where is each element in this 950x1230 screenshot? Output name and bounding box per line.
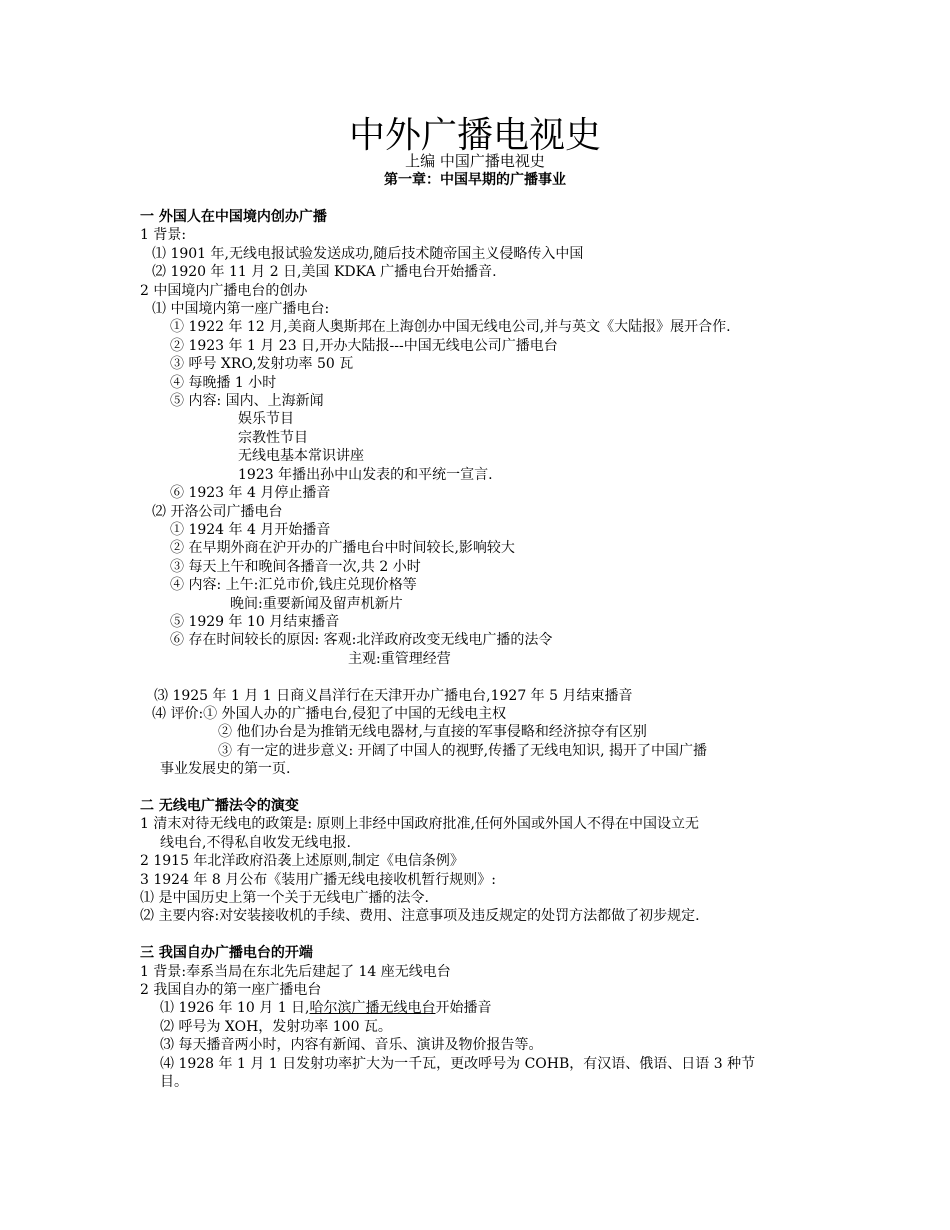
text-line: ⑤ 内容: 国内、上海新闻 <box>170 393 324 410</box>
text-line: ② 他们办台是为推销无线电器材,与直接的军事侵略和经济掠夺有区别 <box>218 724 647 741</box>
text-line: ⑵ 1920 年 11 月 2 日,美国 KDKA 广播电台开始播音. <box>152 264 497 281</box>
blank-line <box>140 668 820 686</box>
text-line: ③ 每天上午和晚间各播音一次,共 2 小时 <box>170 558 421 575</box>
text-line: 主观:重管理经营 <box>348 650 451 667</box>
document-subtitle: 上编 中国广播电视史 <box>405 152 545 170</box>
text-line: ① 1924 年 4 月开始播音 <box>170 521 331 538</box>
text-line: ⑴ 是中国历史上第一个关于无线电广播的法令. <box>140 890 429 906</box>
text-line: ⑥ 存在时间较长的原因: 客观:北洋政府改变无线电广播的法令 <box>170 632 553 649</box>
text-line: ⑵ 呼号为 XOH，发射功率 100 瓦。 <box>160 1018 392 1035</box>
text-line: 宗教性节目 <box>238 429 308 446</box>
blank-line <box>140 779 820 797</box>
text-line: ⑵ 主要内容:对安装接收机的手续、费用、注意事项及违反规定的处罚方法都做了初步规定. <box>140 908 700 925</box>
text-segment: ⑴ 1926 年 10 月 1 日, <box>160 1000 310 1017</box>
text-line: ⑴ 中国境内第一座广播电台: <box>152 301 330 318</box>
text-line: 1 背景:奉系当局在东北先后建起了 14 座无线电台 <box>140 963 451 980</box>
text-line: ⑶ 每天播音两小时，内容有新闻、音乐、演讲及物价报告等。 <box>160 1037 543 1054</box>
text-line: ⑤ 1929 年 10 月结束播音 <box>170 613 340 630</box>
document-title: 中外广播电视史 <box>348 115 601 156</box>
section-heading-1: 一 外国人在中国境内创办广播 <box>140 209 327 225</box>
section-heading-2: 二 无线电广播法令的演变 <box>140 797 299 814</box>
text-line: 1 背景: <box>140 227 187 244</box>
text-line: 晚间:重要新闻及留声机新片 <box>230 595 403 612</box>
station-name-link[interactable]: 哈尔滨广播无线电台 <box>309 1000 436 1017</box>
text-line: ⑴ 1901 年,无线电报试验发送成功,随后技术随帝国主义侵略传入中国 <box>152 245 584 262</box>
text-line: 1 清末对待无线电的政策是: 原则上非经中国政府批准,任何外国或外国人不得在中国设立无 <box>140 816 699 833</box>
text-line: ③ 有一定的进步意义: 开阔了中国人的视野,传播了无线电知识, 揭开了中国广播 <box>218 742 707 759</box>
text-line: ⑶ 1925 年 1 月 1 日商义昌洋行在天津开办广播电台,1927 年 5 月结束播音 <box>154 687 633 704</box>
text-line: 2 1915 年北洋政府沿袭上述原则,制定《电信条例》 <box>140 853 464 870</box>
blank-line <box>140 926 820 944</box>
text-line: 3 1924 年 8 月公布《装用广播无线电接收机暂行规则》: <box>140 871 496 888</box>
section-heading-3: 三 我国自办广播电台的开端 <box>140 945 313 962</box>
text-line: ③ 呼号 XRO,发射功率 50 瓦 <box>170 356 354 373</box>
text-line: ① 1922 年 12 月,美商人奥斯邦在上海创办中国无线电公司,并与英文《大陆报》展开合作. <box>170 319 731 336</box>
text-line: 2 中国境内广播电台的创办 <box>140 282 308 299</box>
text-line: ⑵ 开洛公司广播电台 <box>152 503 283 520</box>
text-line: 无线电基本常识讲座 <box>238 448 364 465</box>
text-line: ④ 每晚播 1 小时 <box>170 374 277 391</box>
text-line: ⑷ 评价:① 外国人办的广播电台,侵犯了中国的无线电主权 <box>152 705 507 722</box>
chapter-heading: 第一章：中国早期的广播事业 <box>384 172 566 188</box>
text-line: ⑷ 1928 年 1 月 1 日发射功率扩大为一千瓦，更改呼号为 COHB，有汉语、俄语、日语 3 种节 <box>160 1055 756 1072</box>
text-line: 2 我国自办的第一座广播电台 <box>140 982 322 999</box>
document-body <box>140 208 820 1091</box>
text-line: ⑥ 1923 年 4 月停止播音 <box>170 485 331 502</box>
text-line: 娱乐节目 <box>238 411 294 428</box>
text-line: ④ 内容: 上午:汇兑市价,钱庄兑现价格等 <box>170 577 417 594</box>
text-segment: 开始播音 <box>435 1000 492 1017</box>
text-line: ② 1923 年 1 月 23 日,开办大陆报---中国无线电公司广播电台 <box>170 337 558 354</box>
text-line: 线电台,不得私自收发无线电报. <box>160 834 351 851</box>
text-line: 目。 <box>160 1074 188 1091</box>
text-line: 1923 年播出孙中山发表的和平统一宣言. <box>238 466 493 483</box>
text-line: 事业发展史的第一页. <box>160 761 291 778</box>
text-line <box>140 999 820 1017</box>
text-line: ② 在早期外商在沪开办的广播电台中时间较长,影响较大 <box>170 540 515 557</box>
